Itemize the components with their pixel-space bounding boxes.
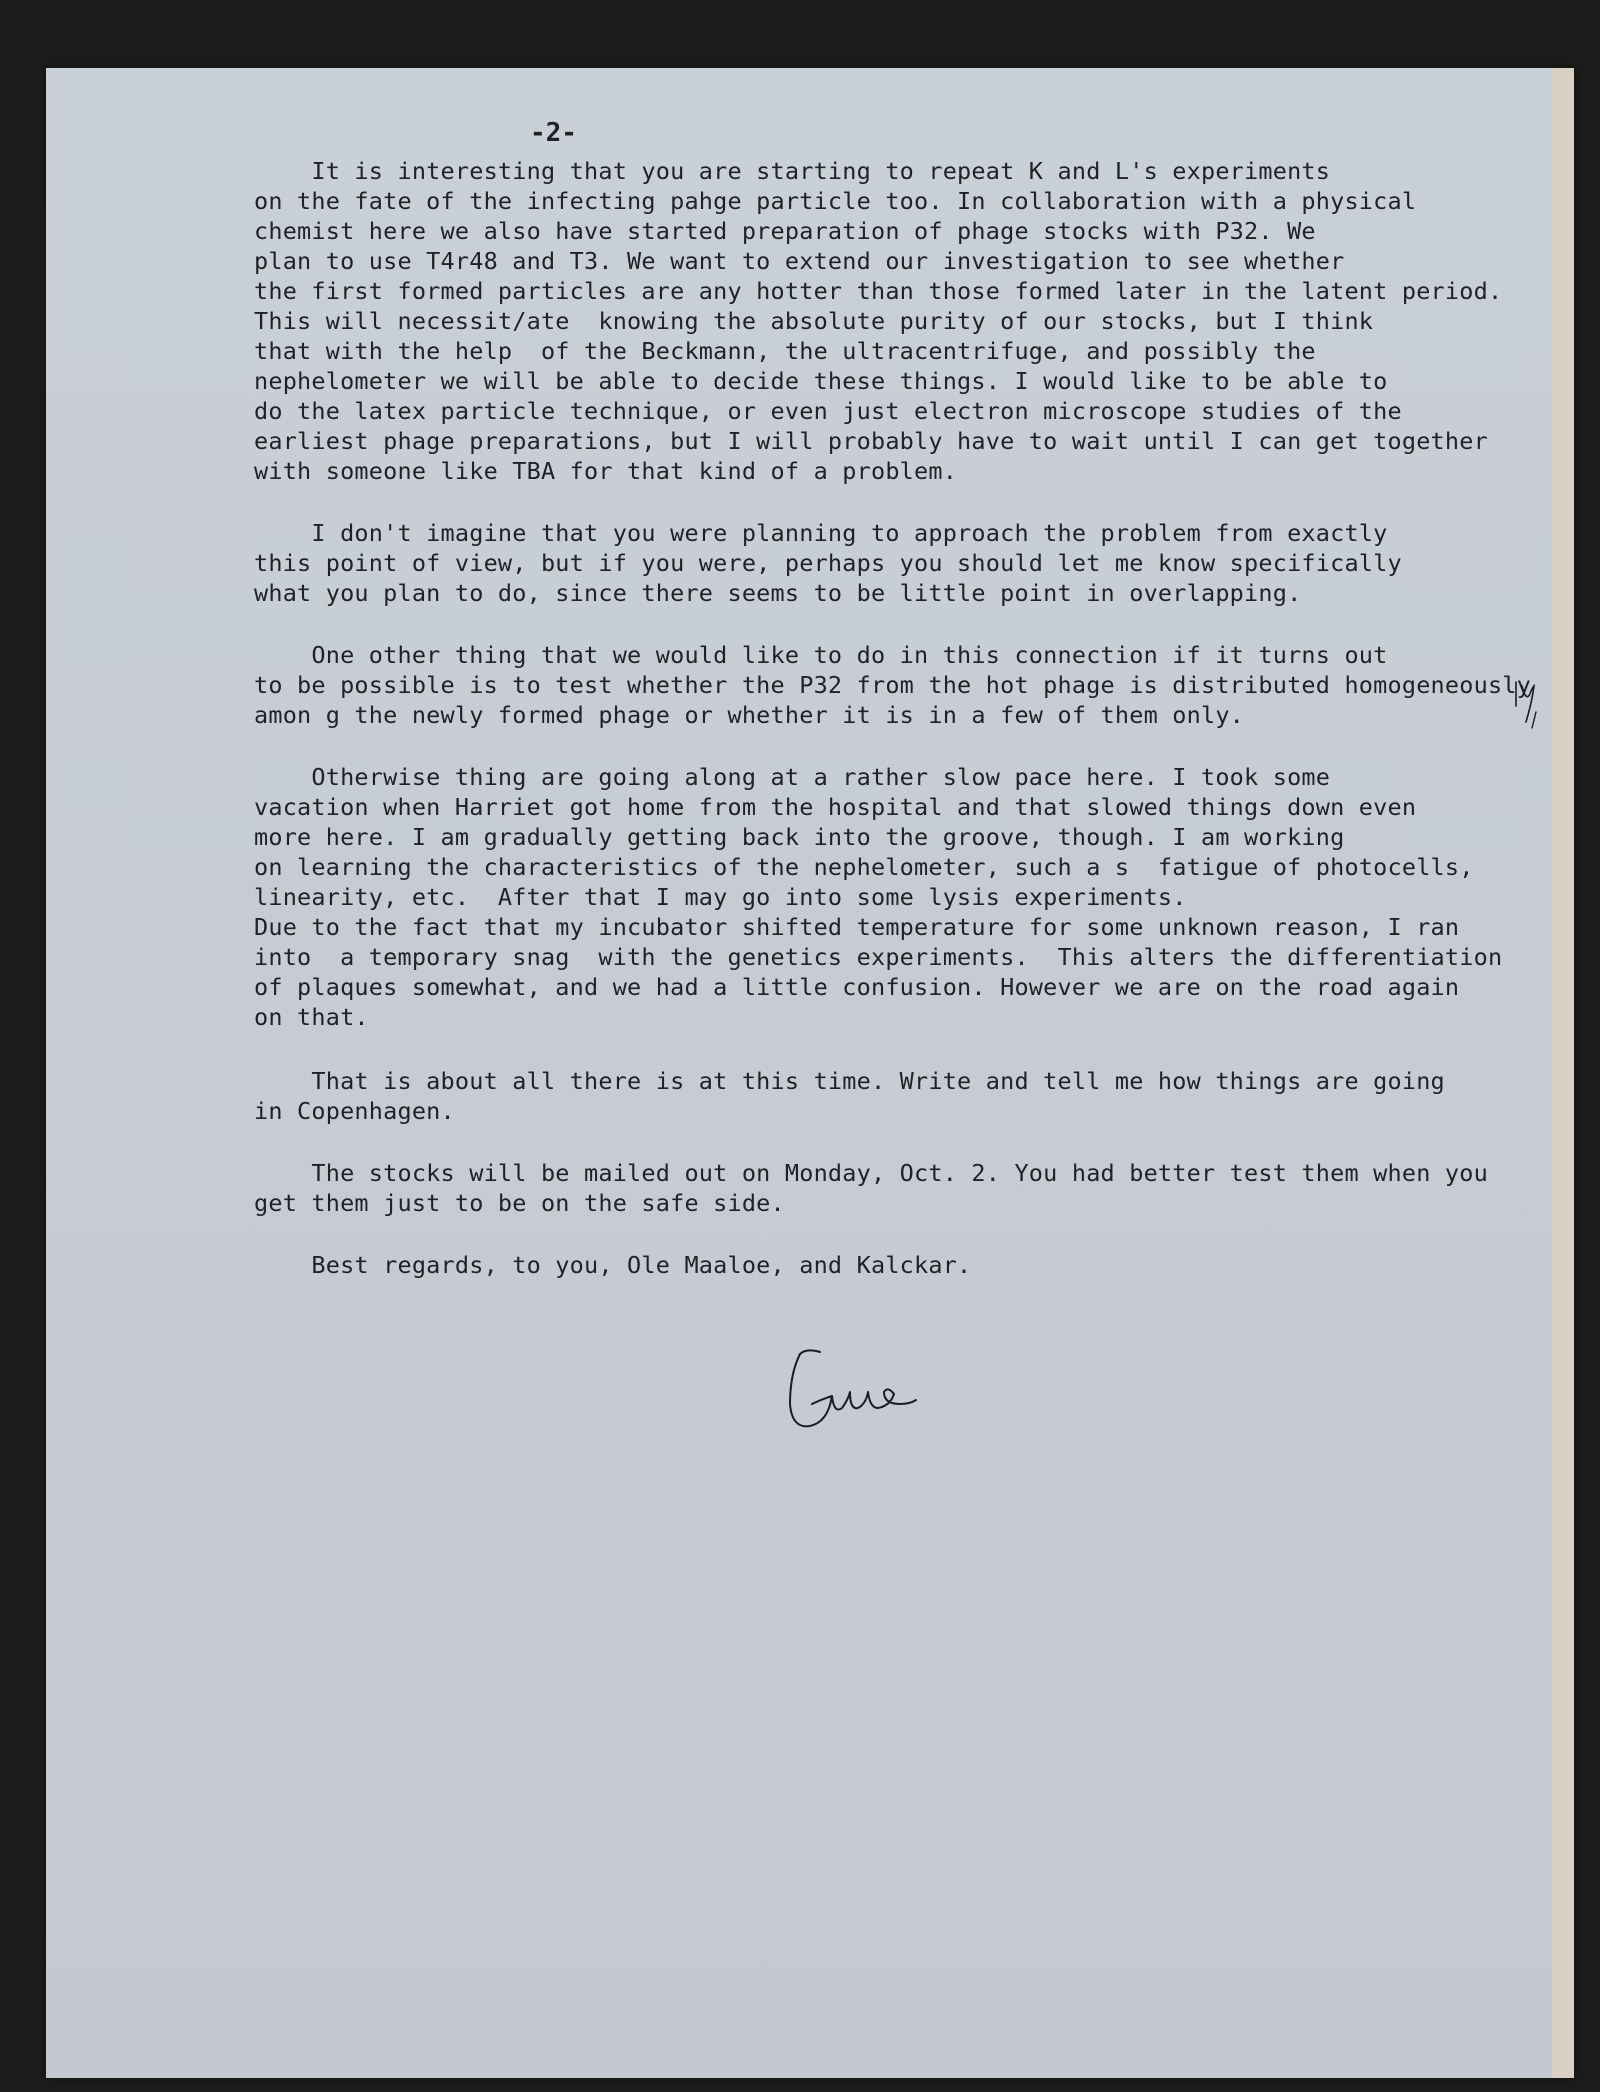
text-line: This will necessit/ate knowing the absolute purity of our stocks, but I think bbox=[254, 307, 1374, 335]
letter-page bbox=[46, 68, 1574, 2078]
text-line: earliest phage preparations, but I will probably have to wait until I can get together bbox=[254, 427, 1488, 455]
text-line: get them just to be on the safe side. bbox=[254, 1189, 785, 1217]
text-line: on learning the characteristics of the nephelometer, such a s fatigue of photocells, bbox=[254, 853, 1474, 881]
text-line: Due to the fact that my incubator shifted temperature for some unknown reason, I ran bbox=[254, 913, 1460, 941]
text-line: into a temporary snag with the genetics experiments. This alters the differentiation bbox=[254, 943, 1503, 971]
text-line: One other thing that we would like to do in this connection if it turns out bbox=[254, 641, 1388, 669]
text-line: the first formed particles are any hotter than those formed later in the latent period. bbox=[254, 277, 1503, 305]
text-line: That is about all there is at this time. Write and tell me how things are going bbox=[254, 1067, 1445, 1095]
text-line: Otherwise thing are going along at a rather slow pace here. I took some bbox=[254, 763, 1331, 791]
handwritten-signature bbox=[760, 1334, 960, 1454]
text-line: amon g the newly formed phage or whether it is in a few of them only. bbox=[254, 701, 1245, 729]
text-line: It is interesting that you are starting to repeat K and L's experiments bbox=[254, 157, 1331, 185]
text-line: The stocks will be mailed out on Monday, Oct. 2. You had better test them when you bbox=[254, 1159, 1488, 1187]
text-line: on that. bbox=[254, 1003, 369, 1031]
text-line: linearity, etc. After that I may go into some lysis experiments. bbox=[254, 883, 1187, 911]
text-line: in Copenhagen. bbox=[254, 1097, 455, 1125]
text-line: vacation when Harriet got home from the hospital and that slowed things down even bbox=[254, 793, 1417, 821]
text-line: chemist here we also have started preparation of phage stocks with P32. We bbox=[254, 217, 1316, 245]
text-line: this point of view, but if you were, perhaps you should let me know specifically bbox=[254, 549, 1402, 577]
text-line: do the latex particle technique, or even just electron microscope studies of the bbox=[254, 397, 1402, 425]
closing-line: Best regards, to you, Ole Maaloe, and Kalckar. bbox=[254, 1251, 972, 1279]
page-number: -2- bbox=[530, 118, 577, 148]
page-edge bbox=[1552, 68, 1574, 2078]
text-line: on the fate of the infecting pahge particle too. In collaboration with a physical bbox=[254, 187, 1417, 215]
text-line: of plaques somewhat, and we had a little confusion. However we are on the road again bbox=[254, 973, 1460, 1001]
text-line: with someone like TBA for that kind of a problem. bbox=[254, 457, 958, 485]
text-line: that with the help of the Beckmann, the ultracentrifuge, and possibly the bbox=[254, 337, 1316, 365]
text-line: nephelometer we will be able to decide these things. I would like to be able to bbox=[254, 367, 1388, 395]
text-line: to be possible is to test whether the P32 from the hot phage is distributed homogeneously bbox=[254, 671, 1531, 699]
text-line: plan to use T4r48 and T3. We want to extend our investigation to see whether bbox=[254, 247, 1345, 275]
text-line: what you plan to do, since there seems to be little point in overlapping. bbox=[254, 579, 1302, 607]
handwritten-margin-note bbox=[1510, 672, 1550, 732]
text-line: I don't imagine that you were planning to approach the problem from exactly bbox=[254, 519, 1388, 547]
text-line: more here. I am gradually getting back into the groove, though. I am working bbox=[254, 823, 1345, 851]
